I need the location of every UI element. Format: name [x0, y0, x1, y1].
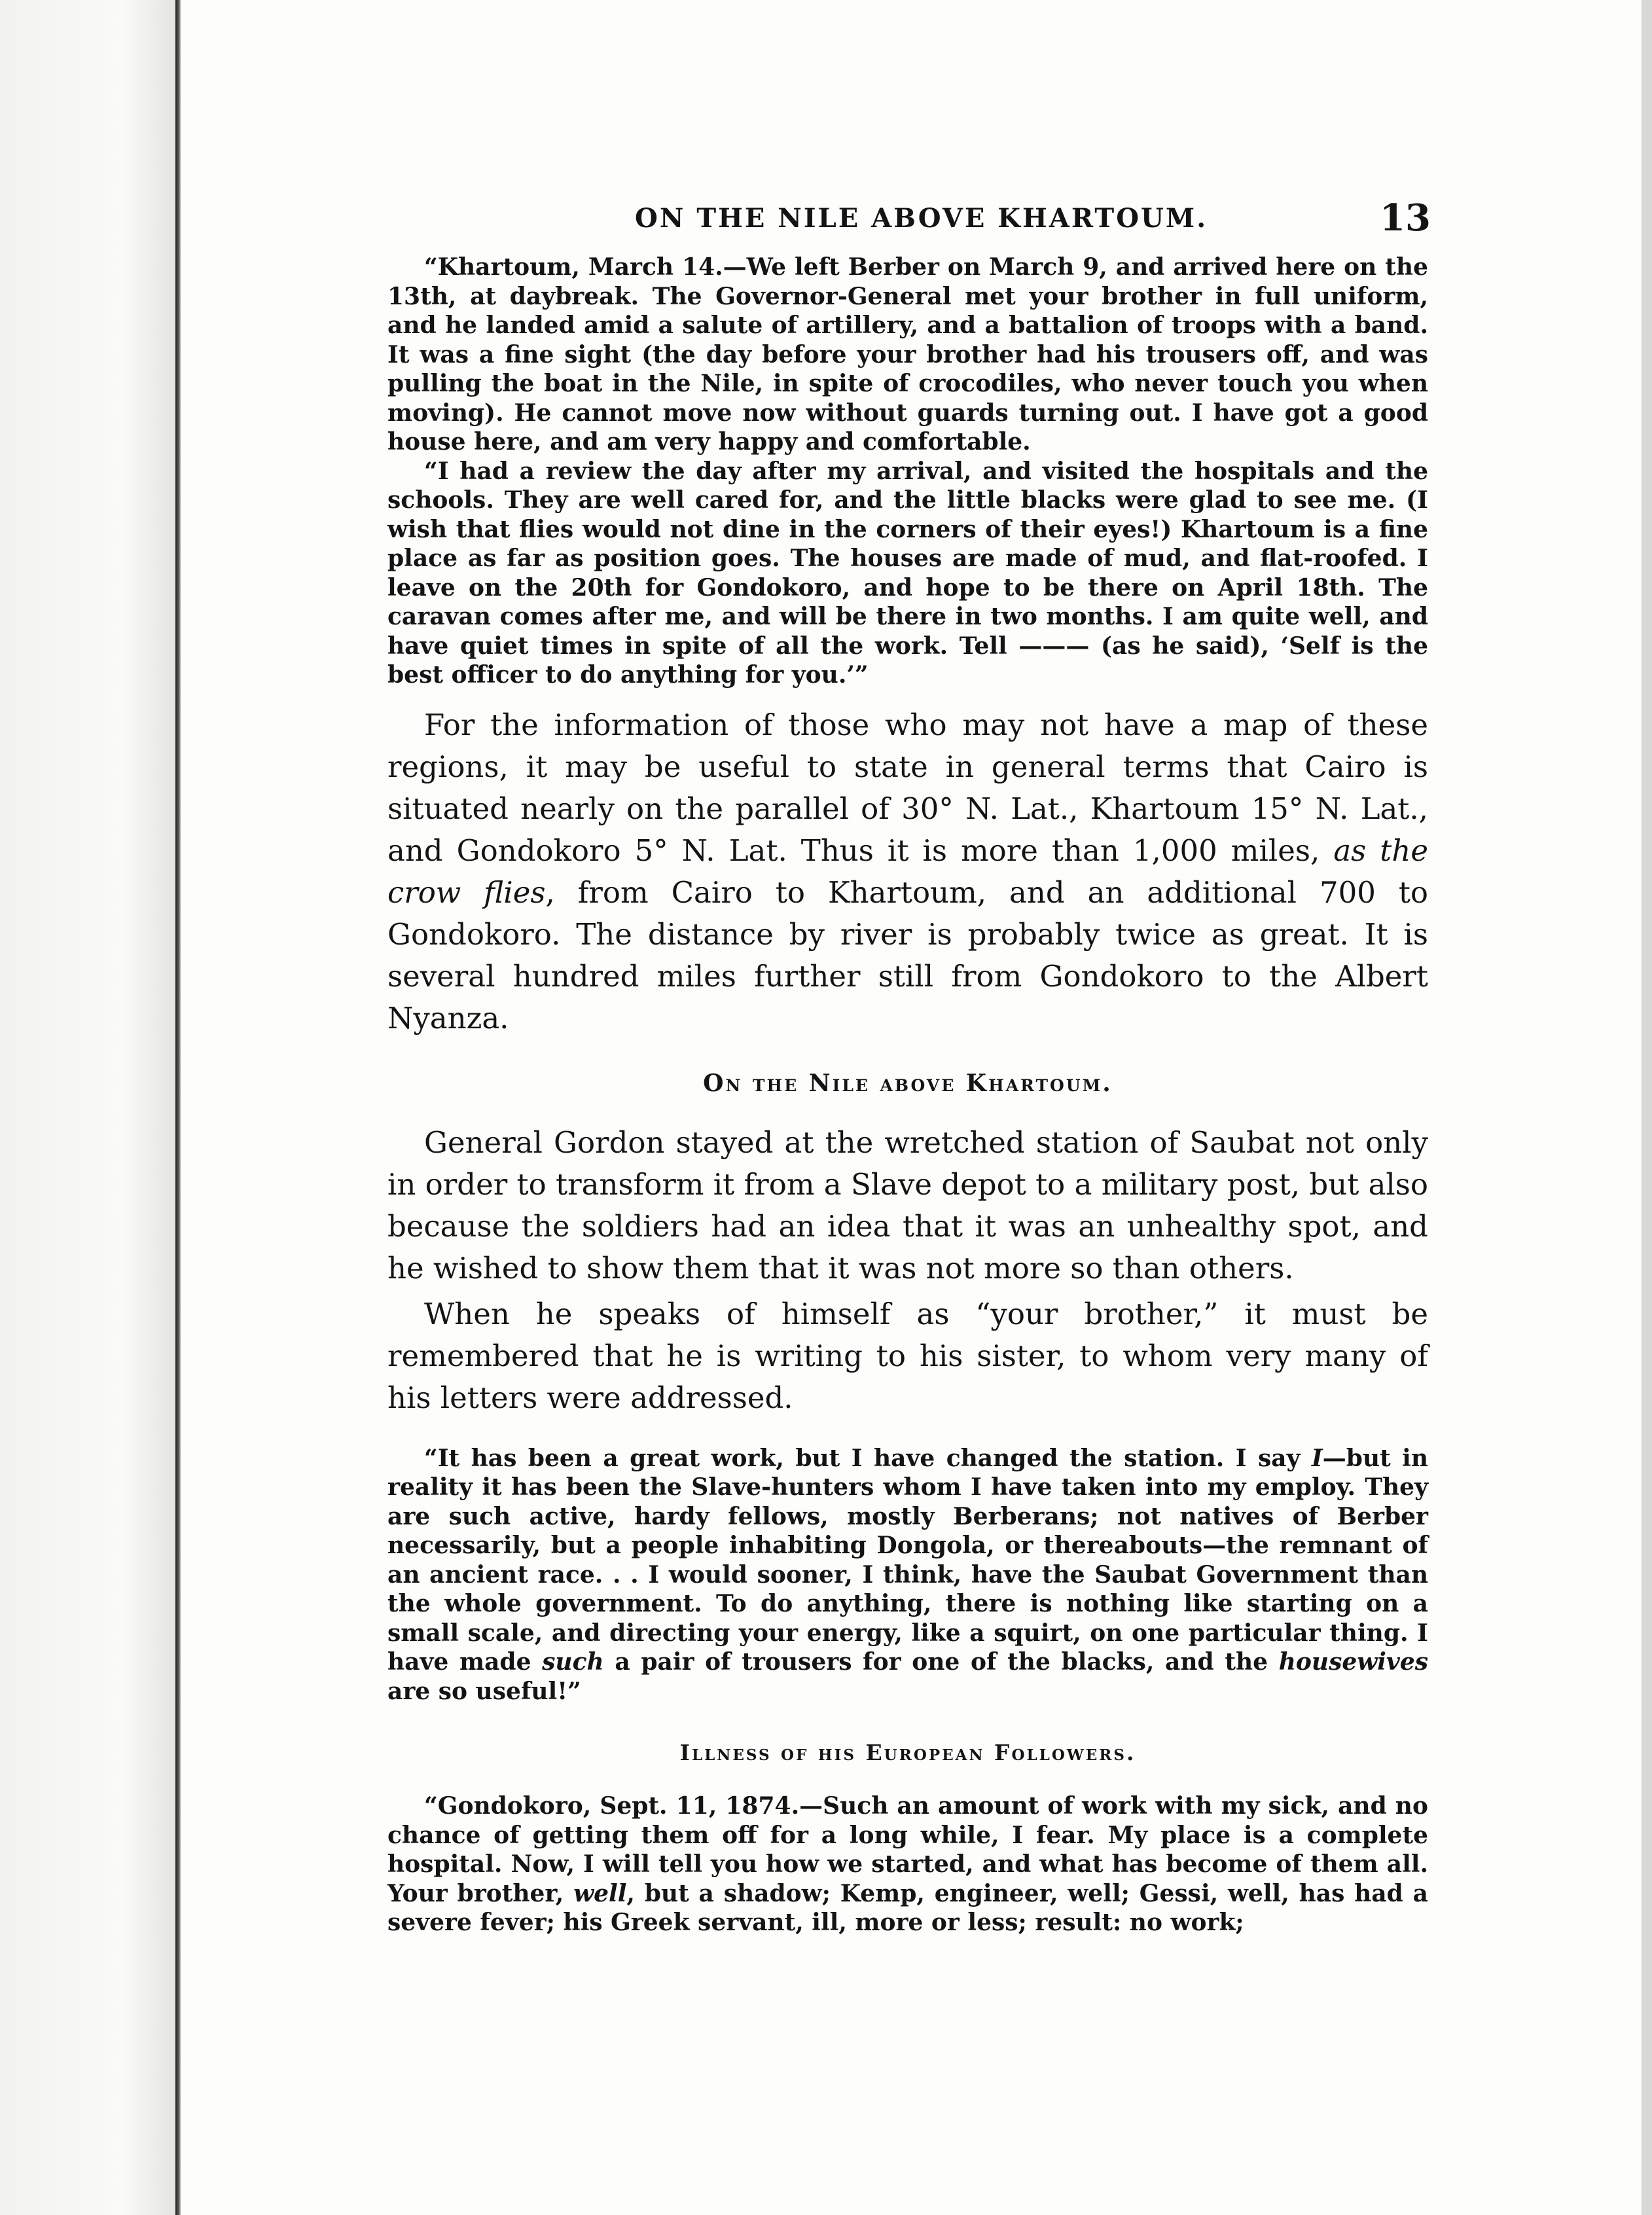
running-head [387, 196, 1431, 249]
facing-page [0, 0, 175, 2215]
page-content [387, 196, 1431, 1937]
geography-text-1: For the information of those who may not have a map of these regions, it may be useful to state in general terms that Cairo is situated nearly on the parallel of 30° N. Lat., Khartoum 15° N. Lat., and Gondokoro 5° N. Lat. Thus it is more than 1,000 miles, [387, 707, 1428, 868]
section-heading-nile: On the Nile above Khartoum. [703, 1069, 1113, 1097]
section-heading-illness: Illness of his European Followers. [679, 1740, 1136, 1765]
letter-saubat-emphasis-2: such [542, 1648, 604, 1676]
page-edge [1642, 0, 1652, 2215]
letter-saubat [387, 1444, 1428, 1706]
letter-saubat-text-4: are so useful!” [387, 1677, 581, 1705]
letter-gondokoro-text-2: , but a shadow; Kemp, engineer, well; Gessi, well, has had a severe fever; his Greek servant, ill, more or less; result: no work; [387, 1879, 1429, 1936]
letter-gondokoro [387, 1792, 1428, 1937]
geography-paragraph [387, 704, 1428, 1039]
geography-emphasis: as the crow flies [387, 833, 1428, 910]
letter-saubat-text-3: a pair of trousers for one of the blacks, and the [603, 1648, 1279, 1676]
letter-saubat-emphasis-1: I [1311, 1444, 1323, 1472]
letter-khartoum-para-1: “Khartoum, March 14.—We left Berber on March 9, and arrived here on the 13th, at daybreak. The Governor-General met your brother in full uniform, and he landed amid a salute of artillery, and a battalion of troops with a band. It was a fine sight (the day before your brother had his trousers off, and was pulling the boat in the Nile, in spite of crocodiles, who never touch you when moving). He cannot move now without guards turning out. I have got a good house here, and am very happy and comfortable. [387, 253, 1428, 456]
letter-saubat-text-2: —but in reality it has been the Slave-hunters whom I have taken into my employ. They are such active, hardy fellows, mostly Berberans; not natives of Berber necessarily, but a people inhabiting Dongola, or thereabouts—the remnant of an ancient race. . . I would sooner, I think, have the Saubat Government than the whole government. To do anything, there is nothing like starting on a small scale, and directing your energy, like a squirt, on one particular thing. I have made [387, 1444, 1429, 1676]
letter-gondokoro-text-1: “Gondokoro, Sept. 11, 1874.—Such an amount of work with my sick, and no chance of getting them off for a long while, I fear. My place is a complete hospital. Now, I will tell you how we started, and what has become of them all. Your brother, [387, 1792, 1428, 1907]
letter-khartoum-para-2: “I had a review the day after my arrival, and visited the hospitals and the schools. They are well cared for, and the little blacks were glad to see me. (I wish that flies would not dine in the corners of their eyes!) Khartoum is a fine place as far as position goes. The houses are made of mud, and flat-roofed. I leave on the 20th for Gondokoro, and hope to be there on April 18th. The caravan comes after me, and will be there in two months. I am quite well, and have quiet times in spite of all the work. Tell ——— (as he said), ‘Self is the best officer to do anything for you.’” [387, 457, 1428, 689]
letter-saubat-emphasis-3: housewives [1278, 1648, 1428, 1676]
geography-text-2: , from Cairo to Khartoum, and an additional 700 to Gondokoro. The distance by river is probably twice as great. It is several hundred miles further still from Gondokoro to the Albert Nyanza. [387, 874, 1429, 1035]
letter-saubat-text-1: “It has been a great work, but I have changed the station. I say [424, 1444, 1312, 1472]
page-number: 13 [1380, 196, 1431, 240]
book-gutter [175, 0, 181, 2215]
your-brother-paragraph: When he speaks of himself as “your brother,” it must be remembered that he is writing to his sister, to whom very many of his letters were addressed. [387, 1296, 1428, 1415]
saubat-paragraph: General Gordon stayed at the wretched station of Saubat not only in order to transform it from a Slave depot to a military post, but also because the soldiers had an idea that it was an unhealthy spot, and he wished to show them that it was not more so than others. [387, 1125, 1428, 1286]
letter-gondokoro-emphasis: well [573, 1879, 627, 1907]
running-title: ON THE NILE ABOVE KHARTOUM. [635, 203, 1208, 234]
